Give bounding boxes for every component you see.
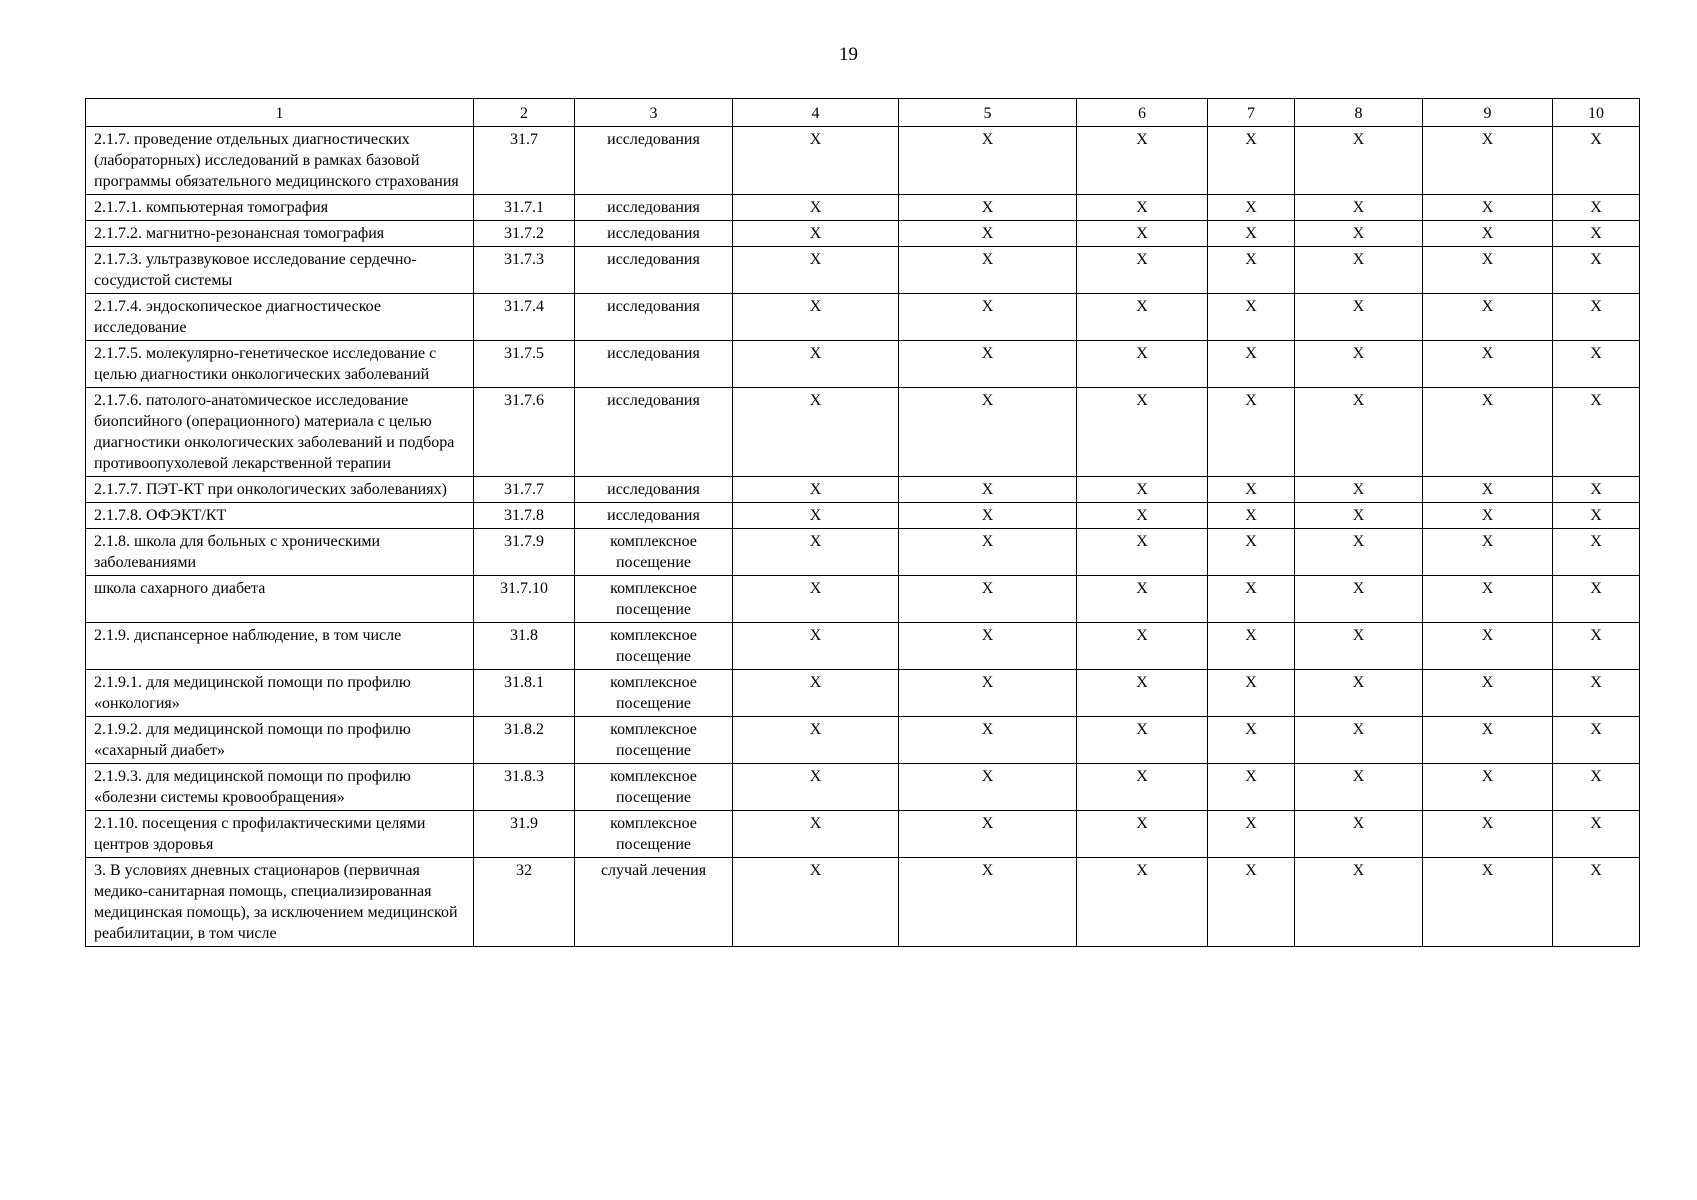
column-header-3: 3 [575,99,733,127]
row-value-cell: X [1553,294,1640,341]
row-code-cell: 31.7.7 [474,477,575,503]
row-name-cell: 2.1.7.2. магнитно-резонансная томография [86,221,474,247]
table-row [86,670,1640,717]
row-value-cell: X [1423,717,1553,764]
row-value-cell: X [899,388,1077,477]
row-code-cell: 31.7.5 [474,341,575,388]
row-value-cell: X [1077,195,1208,221]
row-code-cell: 31.7.10 [474,576,575,623]
row-value-cell: X [1295,858,1423,947]
row-name-cell: 2.1.9.2. для медицинской помощи по профилю «сахарный диабет» [86,717,474,764]
row-value-cell: X [1553,221,1640,247]
row-value-cell: X [1553,341,1640,388]
row-value-cell: X [1295,811,1423,858]
row-value-cell: X [1208,576,1295,623]
row-value-cell: X [1553,529,1640,576]
row-value-cell: X [899,529,1077,576]
row-code-cell: 31.7.6 [474,388,575,477]
row-name-cell: школа сахарного диабета [86,576,474,623]
page-number: 19 [839,44,858,65]
row-unit-cell: комплексное посещение [575,623,733,670]
row-value-cell: X [1423,503,1553,529]
row-value-cell: X [1423,477,1553,503]
row-value-cell: X [733,529,899,576]
row-value-cell: X [1208,717,1295,764]
row-unit-cell: исследования [575,388,733,477]
row-code-cell: 31.8.1 [474,670,575,717]
row-name-cell: 2.1.8. школа для больных с хроническими заболеваниями [86,529,474,576]
row-value-cell: X [899,195,1077,221]
row-value-cell: X [1423,294,1553,341]
row-unit-cell: комплексное посещение [575,764,733,811]
row-value-cell: X [1423,388,1553,477]
table-row [86,195,1640,221]
row-unit-cell: исследования [575,477,733,503]
row-value-cell: X [1553,576,1640,623]
table-body [86,127,1640,947]
row-code-cell: 32 [474,858,575,947]
row-value-cell: X [1553,503,1640,529]
row-value-cell: X [1553,127,1640,195]
row-name-cell: 3. В условиях дневных стационаров (первичная медико-санитарная помощь, специализированная медицинская помощь), за исключением медицинской реабилитации, в том числе [86,858,474,947]
row-value-cell: X [733,717,899,764]
row-value-cell: X [1208,670,1295,717]
row-value-cell: X [1423,221,1553,247]
row-code-cell: 31.9 [474,811,575,858]
row-value-cell: X [1295,221,1423,247]
row-value-cell: X [1553,247,1640,294]
table-row [86,247,1640,294]
row-value-cell: X [899,576,1077,623]
table-row [86,388,1640,477]
row-value-cell: X [1208,294,1295,341]
row-code-cell: 31.7.8 [474,503,575,529]
row-value-cell: X [1077,247,1208,294]
column-header-8: 8 [1295,99,1423,127]
column-header-10: 10 [1553,99,1640,127]
table-row [86,221,1640,247]
row-value-cell: X [733,341,899,388]
row-value-cell: X [1295,623,1423,670]
row-value-cell: X [1208,247,1295,294]
table-row [86,477,1640,503]
row-value-cell: X [1208,341,1295,388]
row-value-cell: X [1423,858,1553,947]
row-code-cell: 31.7.2 [474,221,575,247]
row-value-cell: X [1553,195,1640,221]
table-row [86,623,1640,670]
row-value-cell: X [1295,127,1423,195]
row-unit-cell: исследования [575,221,733,247]
row-code-cell: 31.8.3 [474,764,575,811]
row-value-cell: X [1553,477,1640,503]
row-value-cell: X [899,294,1077,341]
row-value-cell: X [1077,670,1208,717]
row-value-cell: X [733,503,899,529]
column-header-2: 2 [474,99,575,127]
table-row [86,717,1640,764]
row-value-cell: X [733,576,899,623]
row-value-cell: X [1208,529,1295,576]
row-value-cell: X [733,623,899,670]
row-unit-cell: комплексное посещение [575,670,733,717]
table-row [86,503,1640,529]
row-value-cell: X [1553,858,1640,947]
row-value-cell: X [1295,717,1423,764]
row-value-cell: X [899,858,1077,947]
row-value-cell: X [1553,623,1640,670]
row-value-cell: X [1077,221,1208,247]
row-unit-cell: комплексное посещение [575,717,733,764]
row-unit-cell: комплексное посещение [575,576,733,623]
row-value-cell: X [1553,388,1640,477]
row-unit-cell: исследования [575,294,733,341]
row-value-cell: X [1077,811,1208,858]
table-row [86,764,1640,811]
row-value-cell: X [1423,341,1553,388]
row-value-cell: X [733,247,899,294]
row-value-cell: X [733,764,899,811]
row-value-cell: X [1208,221,1295,247]
row-value-cell: X [1295,388,1423,477]
row-code-cell: 31.8 [474,623,575,670]
row-value-cell: X [1077,623,1208,670]
row-value-cell: X [1077,717,1208,764]
row-value-cell: X [1423,623,1553,670]
row-value-cell: X [1077,388,1208,477]
row-value-cell: X [899,247,1077,294]
row-value-cell: X [1295,576,1423,623]
row-value-cell: X [1077,127,1208,195]
table-row [86,858,1640,947]
row-value-cell: X [733,388,899,477]
row-unit-cell: комплексное посещение [575,811,733,858]
row-name-cell: 2.1.7. проведение отдельных диагностических (лабораторных) исследований в рамках базовой программы обязательного медицинского страхования [86,127,474,195]
row-value-cell: X [899,221,1077,247]
row-value-cell: X [1295,341,1423,388]
row-value-cell: X [1208,503,1295,529]
row-unit-cell: исследования [575,341,733,388]
row-value-cell: X [1553,717,1640,764]
row-value-cell: X [1077,503,1208,529]
row-name-cell: 2.1.7.5. молекулярно-генетическое исследование с целью диагностики онкологических заболеваний [86,341,474,388]
row-value-cell: X [899,811,1077,858]
column-header-9: 9 [1423,99,1553,127]
row-value-cell: X [1208,477,1295,503]
header-row [86,99,1640,127]
row-name-cell: 2.1.10. посещения с профилактическими целями центров здоровья [86,811,474,858]
row-value-cell: X [899,670,1077,717]
row-value-cell: X [1423,576,1553,623]
row-value-cell: X [1423,247,1553,294]
row-value-cell: X [899,623,1077,670]
row-value-cell: X [1295,247,1423,294]
row-unit-cell: исследования [575,247,733,294]
row-value-cell: X [1423,195,1553,221]
row-value-cell: X [899,764,1077,811]
table-row [86,341,1640,388]
row-unit-cell: случай лечения [575,858,733,947]
row-value-cell: X [1208,127,1295,195]
row-code-cell: 31.7.1 [474,195,575,221]
row-value-cell: X [1295,195,1423,221]
row-value-cell: X [1077,294,1208,341]
row-value-cell: X [1423,764,1553,811]
row-value-cell: X [899,503,1077,529]
row-code-cell: 31.8.2 [474,717,575,764]
row-value-cell: X [1077,341,1208,388]
row-value-cell: X [1077,529,1208,576]
row-value-cell: X [733,811,899,858]
row-name-cell: 2.1.7.3. ультразвуковое исследование сердечно-сосудистой системы [86,247,474,294]
row-name-cell: 2.1.9.3. для медицинской помощи по профилю «болезни системы кровообращения» [86,764,474,811]
row-value-cell: X [1295,529,1423,576]
row-value-cell: X [1295,670,1423,717]
data-table [85,98,1640,947]
row-value-cell: X [1295,764,1423,811]
column-header-7: 7 [1208,99,1295,127]
row-value-cell: X [1423,529,1553,576]
row-value-cell: X [1295,477,1423,503]
column-header-6: 6 [1077,99,1208,127]
row-value-cell: X [1553,764,1640,811]
row-value-cell: X [733,670,899,717]
row-name-cell: 2.1.7.1. компьютерная томография [86,195,474,221]
row-value-cell: X [733,127,899,195]
row-value-cell: X [1208,623,1295,670]
column-header-4: 4 [733,99,899,127]
table-row [86,811,1640,858]
row-value-cell: X [1423,127,1553,195]
row-value-cell: X [899,341,1077,388]
row-code-cell: 31.7.3 [474,247,575,294]
row-value-cell: X [1295,294,1423,341]
table-row [86,576,1640,623]
row-value-cell: X [733,195,899,221]
row-value-cell: X [899,477,1077,503]
row-name-cell: 2.1.9. диспансерное наблюдение, в том числе [86,623,474,670]
row-value-cell: X [1208,858,1295,947]
table-row [86,529,1640,576]
row-value-cell: X [1208,764,1295,811]
row-value-cell: X [1077,764,1208,811]
row-value-cell: X [899,717,1077,764]
row-value-cell: X [1077,858,1208,947]
row-value-cell: X [1208,195,1295,221]
row-value-cell: X [1423,670,1553,717]
row-name-cell: 2.1.7.8. ОФЭКТ/КТ [86,503,474,529]
row-value-cell: X [1208,388,1295,477]
row-code-cell: 31.7.4 [474,294,575,341]
row-unit-cell: исследования [575,195,733,221]
row-unit-cell: исследования [575,127,733,195]
row-code-cell: 31.7.9 [474,529,575,576]
row-value-cell: X [1553,670,1640,717]
row-value-cell: X [1077,477,1208,503]
row-value-cell: X [1553,811,1640,858]
row-value-cell: X [1208,811,1295,858]
row-name-cell: 2.1.9.1. для медицинской помощи по профилю «онкология» [86,670,474,717]
row-value-cell: X [899,127,1077,195]
table-row [86,127,1640,195]
row-name-cell: 2.1.7.4. эндоскопическое диагностическое исследование [86,294,474,341]
row-unit-cell: комплексное посещение [575,529,733,576]
row-name-cell: 2.1.7.6. патолого-анатомическое исследование биопсийного (операционного) материала с целью диагностики онкологических заболеваний и подбора противоопухолевой лекарственной терапии [86,388,474,477]
row-value-cell: X [733,294,899,341]
row-code-cell: 31.7 [474,127,575,195]
row-value-cell: X [1077,576,1208,623]
row-value-cell: X [733,858,899,947]
row-unit-cell: исследования [575,503,733,529]
row-value-cell: X [1423,811,1553,858]
row-value-cell: X [733,477,899,503]
row-name-cell: 2.1.7.7. ПЭТ-КТ при онкологических заболеваниях) [86,477,474,503]
row-value-cell: X [733,221,899,247]
column-header-1: 1 [86,99,474,127]
row-value-cell: X [1295,503,1423,529]
column-header-5: 5 [899,99,1077,127]
table-row [86,294,1640,341]
